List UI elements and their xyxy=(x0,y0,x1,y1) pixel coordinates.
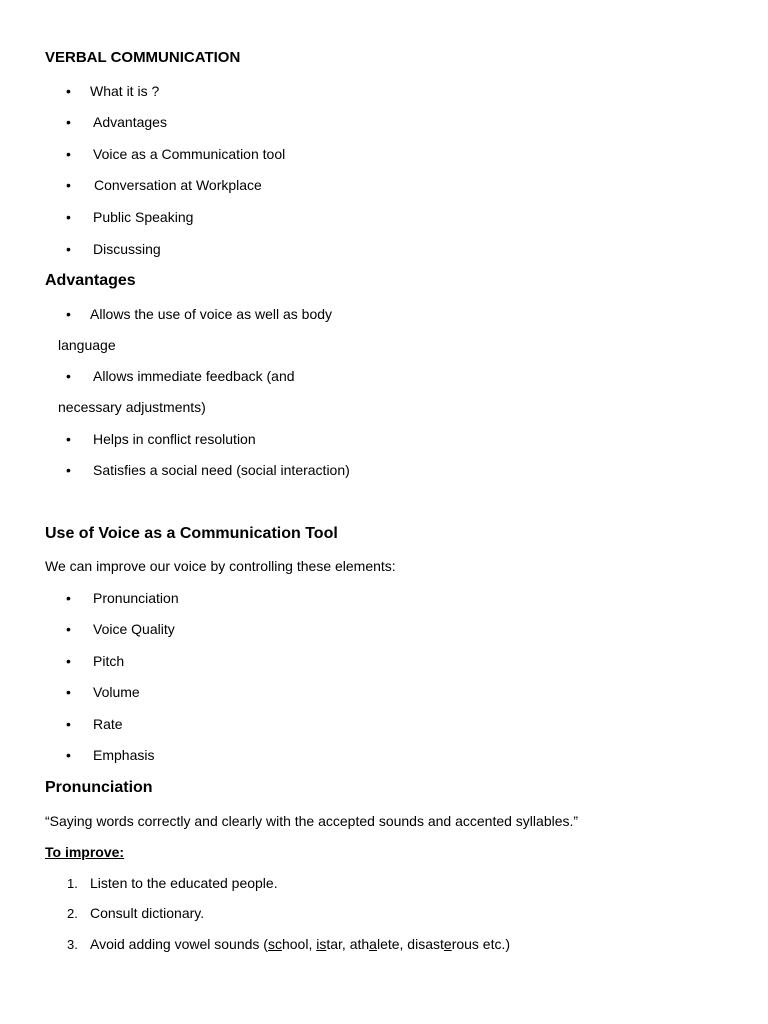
list-item: Helps in conflict resolution xyxy=(93,431,256,447)
section-title-verbal-communication: VERBAL COMMUNICATION xyxy=(45,49,241,66)
bullet: • xyxy=(66,621,71,637)
bullet: • xyxy=(66,368,71,384)
bullet: • xyxy=(66,462,71,478)
section-title-voice-tool: Use of Voice as a Communication Tool xyxy=(45,525,338,542)
bullet: • xyxy=(66,590,71,606)
bullet: • xyxy=(66,684,71,700)
list-item: Pronunciation xyxy=(93,590,179,606)
bullet: • xyxy=(66,177,71,193)
bullet: • xyxy=(66,209,71,225)
list-number: 1. xyxy=(67,876,78,891)
bullet: • xyxy=(66,114,71,130)
list-item: Satisfies a social need (social interaction) xyxy=(93,462,350,478)
definition-quote: “Saying words correctly and clearly with the accepted sounds and accented syllables.” xyxy=(45,813,579,829)
underlined-letters: a xyxy=(369,936,377,952)
list-item: Public Speaking xyxy=(93,209,194,225)
list-item: Voice as a Communication tool xyxy=(93,146,286,162)
list-item-text: rous etc.) xyxy=(451,936,511,952)
list-item-continuation: necessary adjustments) xyxy=(58,399,206,415)
underlined-letters: e xyxy=(443,936,452,952)
bullet: • xyxy=(66,747,71,763)
bullet: • xyxy=(66,431,71,447)
list-item: What it is ? xyxy=(90,83,160,99)
list-item: Conversation at Workplace xyxy=(94,177,262,193)
to-improve-label: To improve: xyxy=(45,844,125,860)
underlined-letters: is xyxy=(316,936,327,952)
list-item: Discussing xyxy=(93,241,161,257)
list-item-continuation: language xyxy=(58,337,116,353)
list-item: Allows immediate feedback (and xyxy=(93,368,295,384)
list-item xyxy=(90,937,510,951)
list-item: Rate xyxy=(93,716,123,732)
underlined-letters: sc xyxy=(267,936,282,952)
list-number: 2. xyxy=(67,906,78,921)
bullet: • xyxy=(66,241,71,257)
list-item-text: hool, xyxy=(281,936,317,952)
list-item: Advantages xyxy=(93,114,167,130)
bullet: • xyxy=(66,716,71,732)
bullet: • xyxy=(66,306,71,322)
list-item: Volume xyxy=(93,684,140,700)
list-item-text: tar, ath xyxy=(326,936,370,952)
section-title-pronunciation: Pronunciation xyxy=(45,779,153,796)
list-item-text: Avoid adding vowel sounds ( xyxy=(90,936,268,952)
bullet: • xyxy=(66,653,71,669)
list-item-text: lete, disast xyxy=(376,936,444,952)
section-intro: We can improve our voice by controlling these elements: xyxy=(45,558,396,574)
list-number: 3. xyxy=(67,937,78,952)
list-item: Emphasis xyxy=(93,747,155,763)
list-item: Voice Quality xyxy=(93,621,175,637)
bullet: • xyxy=(66,146,71,162)
list-item: Allows the use of voice as well as body xyxy=(90,306,333,322)
bullet: • xyxy=(66,83,71,99)
list-item: Consult dictionary. xyxy=(90,905,205,921)
section-title-advantages: Advantages xyxy=(45,272,136,289)
list-item: Pitch xyxy=(93,653,125,669)
list-item: Listen to the educated people. xyxy=(90,875,278,891)
